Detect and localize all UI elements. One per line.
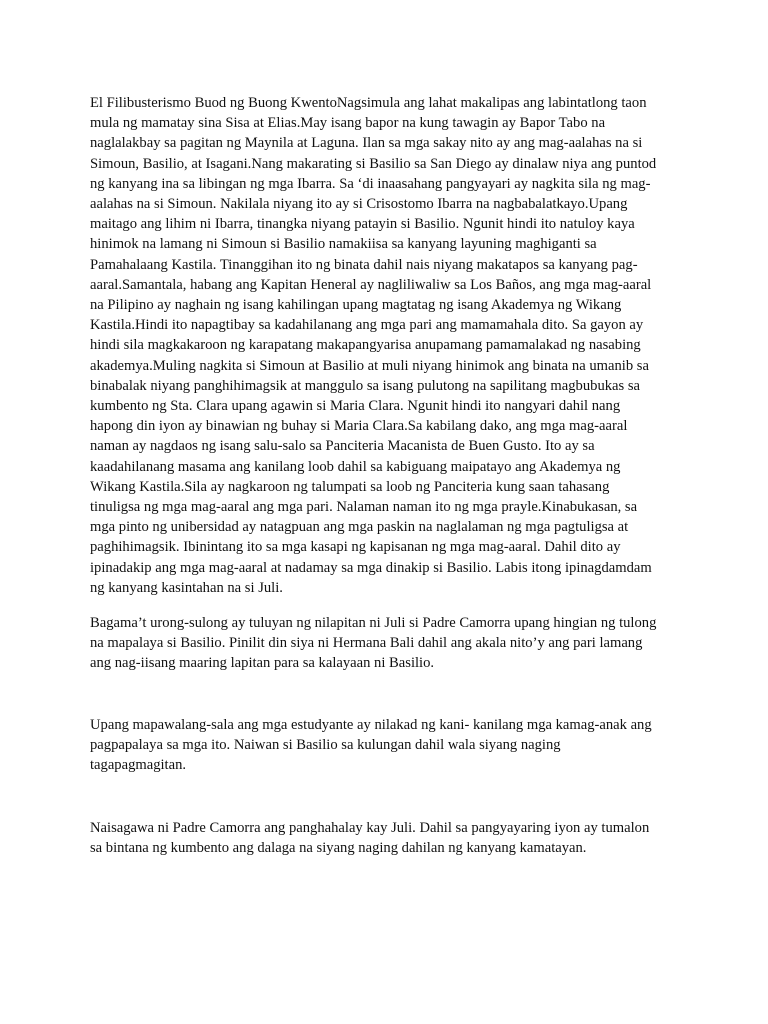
paragraph-students-release: Upang mapawalang-sala ang mga estudyante ay nilakad ng kani- kanilang mga kamag-anak ang pagpapalaya sa mga ito. Naiwan si Basilio sa kulungan dahil wala siyang naging tagapagmagitan. — [90, 717, 652, 774]
paragraph-summary-intro: El Filibusterismo Buod ng Buong KwentoNagsimula ang lahat makalipas ang labintatlong taon mula ng mamatay sina Sisa at Elias.May isang bapor na kung tawagin ay Bapor Tabo na naglalakbay sa pagitan ng Maynila at Laguna. Ilan sa mga sakay nito ay ang mag-aalahas na si Simoun, Basilio, at Isagani.Nang makarating si Basilio sa San Diego ay dinalaw niya ang puntod ng kanyang ina sa libingan ng mga Ibarra. Sa ‘di inaasahang pangyayari ay nagkita sila ng mag- aalahas na si Simoun. Nakilala niyang ito ay si Crisostomo Ibarra na nagbabalatkayo.Upang maitago ang lihim ni Ibarra, tinangka niyang patayin si Basilio. Ngunit hindi ito natuloy kaya hinimok na lamang ni Simoun si Basilio namakiisa sa kanyang layuning maghiganti sa Pamahalaang Kastila. Tinanggihan ito ng binata dahil nais niyang makatapos sa kanyang pag- aaral.Samantala, habang ang Kapitan Heneral ay nagliliwaliw sa Los Baños, ang mga mag-aaral na Pilipino ay naghain ng isang kahilingan upang magtatag ng isang Akademya ng Wikang Kastila.Hindi ito napagtibay sa kadahilanang ang mga pari ang mamamahala dito. Sa gayon ay hindi sila magkakaroon ng karapatang makapangyarisa anupamang pamamalakad ng nasabing akademya.Muling nagkita si Simoun at Basilio at muli niyang hinimok ang binata na umanib sa binabalak niyang panghihimagsik at manggulo sa isang pulutong na sapilitang magbubukas sa kumbento ng Sta. Clara upang agawin si Maria Clara. Ngunit hindi ito nangyari dahil nang hapong din iyon ay binawian ng buhay si Maria Clara.Sa kabilang dako, ang mga mag-aaral naman ay nagdaos ng isang salu-salo sa Panciteria Macanista de Buen Gusto. Ito ay sa kaadahilanang masama ang kanilang loob dahil sa kabiguang maipatayo ang Akademya ng Wikang Kastila.Sila ay nagkaroon ng talumpati sa loob ng Panciteria kung saan tahasang tinuligsa ng mga mag-aaral ang mga pari. Nalaman naman ito ng mga prayle.Kinabukasan, sa mga pinto ng unibersidad ay natagpuan ang mga paskin na naglalaman ng mga pagtuligsa at paghihimagsik. Ibinintang ito sa mga kasapi ng kapisanan ng mga mag-aaral. Dahil dito ay ipinadakip ang mga mag-aaral at nadamay sa mga dinakip si Basilio. Labis itong ipinagdamdam ng kanyang kasintahan na si Juli. — [90, 95, 657, 596]
paragraph-juli-camorra: Bagama’t urong-sulong ay tuluyan ng nilapitan ni Juli si Padre Camorra upang hingian ng tulong na mapalaya si Basilio. Pinilit din siya ni Hermana Bali dahil ang akala nito’y ang pari lamang ang nag-iisang maaring lapitan para sa kalayaan ni Basilio. — [90, 615, 657, 672]
paragraph-juli-death: Naisagawa ni Padre Camorra ang panghahalay kay Juli. Dahil sa pangyayaring iyon ay tumalon sa bintana ng kumbento ang dalaga na siyang naging dahilan ng kanyang kamatayan. — [90, 820, 650, 857]
